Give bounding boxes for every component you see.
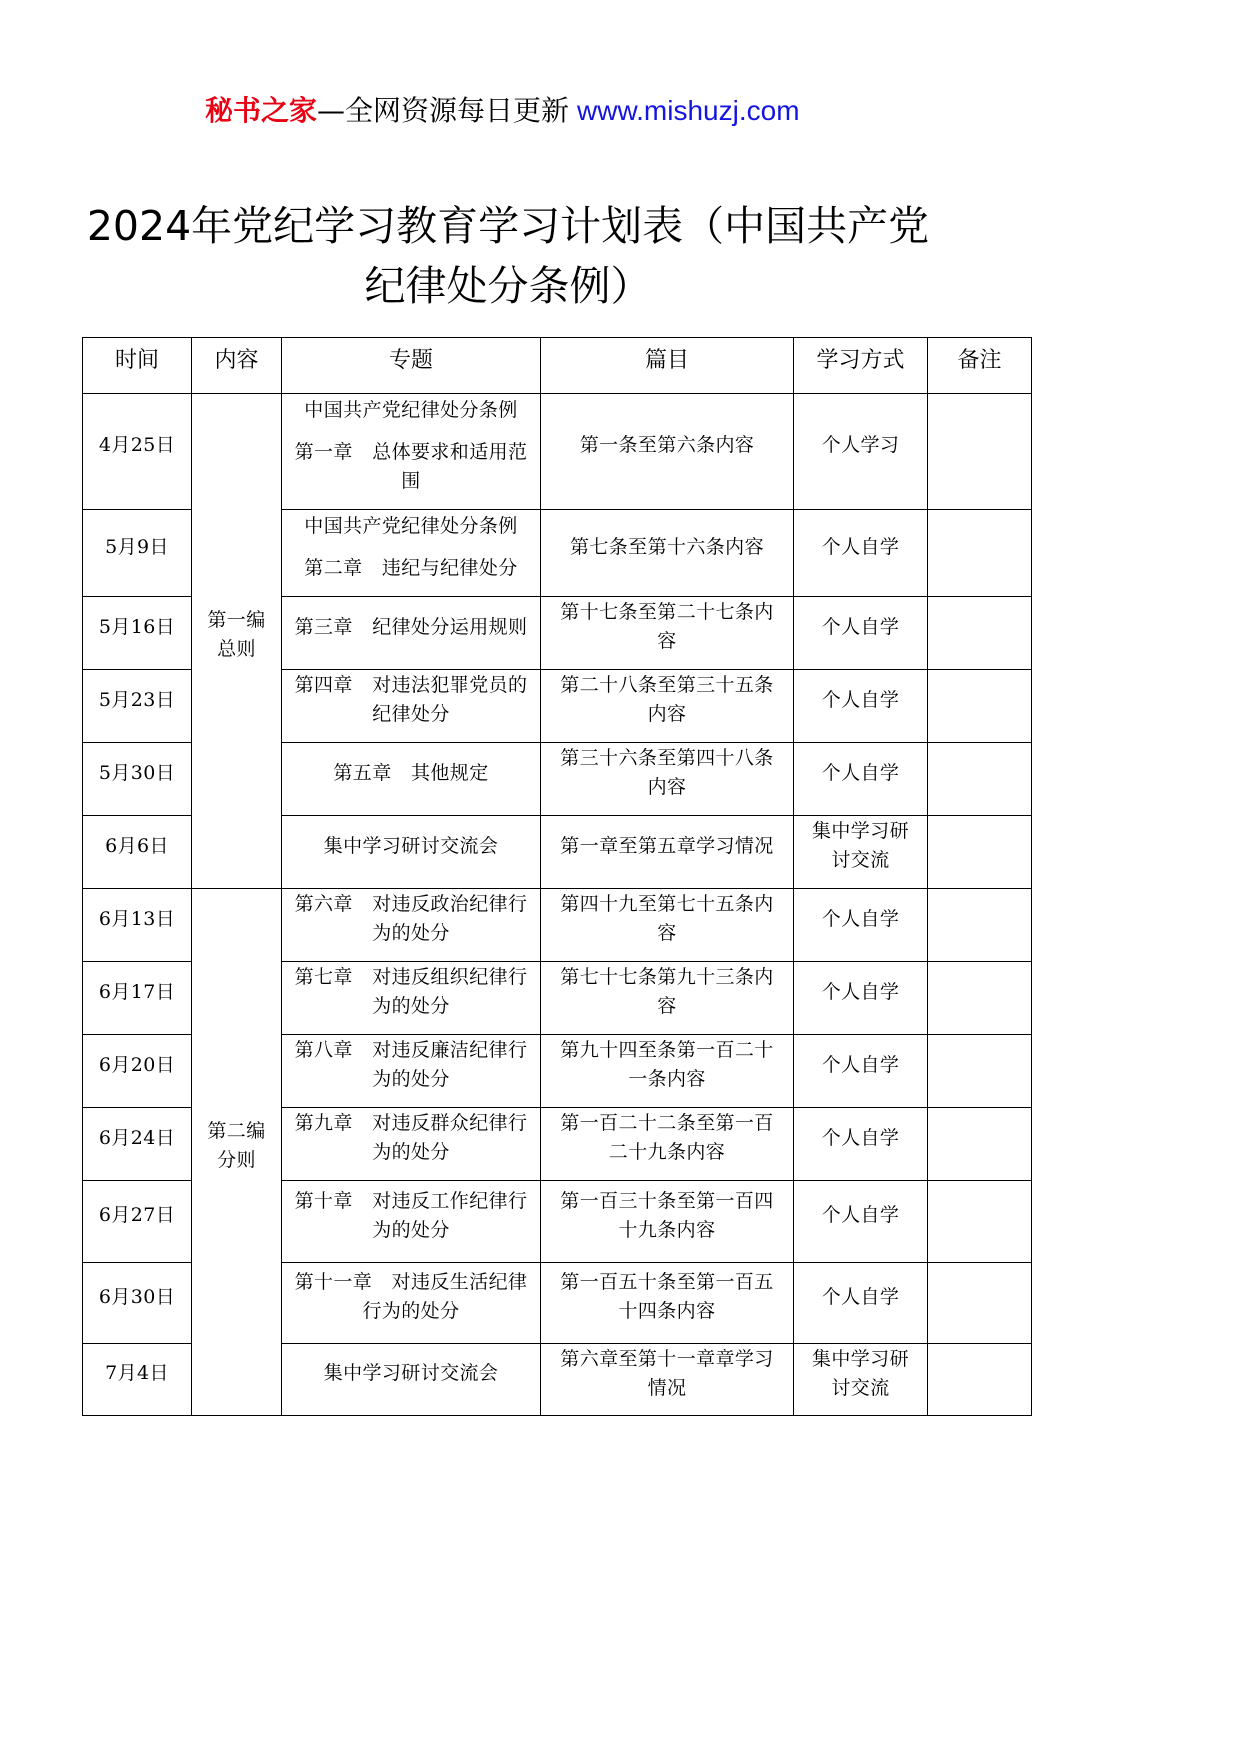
method-cell: 个人自学 [794, 1035, 928, 1108]
section-label-line: 第一编 [207, 609, 266, 631]
topic-cell [282, 962, 541, 1035]
note-cell [928, 1108, 1032, 1181]
articles-cell: 第一百三十条至第一百四十九条内容 [541, 1181, 794, 1263]
topic-text: 第九章 对违反群众纪律行为的处分 [294, 1112, 528, 1163]
method-cell: 个人自学 [794, 1181, 928, 1263]
date-cell: 6月6日 [83, 816, 192, 889]
date-cell: 5月30日 [83, 743, 192, 816]
header-note: 备注 [928, 338, 1032, 394]
date-cell: 6月27日 [83, 1181, 192, 1263]
section-cell-part-one [192, 394, 282, 889]
method-cell: 集中学习研讨交流 [794, 1344, 928, 1416]
title-line-2: 纪律处分条例） [364, 262, 652, 310]
date-cell: 6月24日 [83, 1108, 192, 1181]
method-cell: 个人自学 [794, 962, 928, 1035]
method-cell: 个人自学 [794, 1108, 928, 1181]
topic-cell [282, 1263, 541, 1344]
date-cell: 5月23日 [83, 670, 192, 743]
articles-cell: 第九十四至条第一百二十一条内容 [541, 1035, 794, 1108]
section-label-line: 分则 [217, 1149, 256, 1171]
topic-cell [282, 394, 541, 510]
topic-text: 集中学习研讨交流会 [323, 834, 499, 857]
topic-cell [282, 1035, 541, 1108]
method-cell: 个人自学 [794, 1263, 928, 1344]
method-cell: 个人学习 [794, 394, 928, 510]
header-content: 内容 [192, 338, 282, 394]
method-cell: 个人自学 [794, 510, 928, 597]
method-cell: 个人自学 [794, 597, 928, 670]
note-cell [928, 1035, 1032, 1108]
section-label-line: 总则 [217, 638, 256, 660]
title-line-1: 2024年党纪学习教育学习计划表（中国共产党 [86, 202, 930, 250]
topic-cell [282, 816, 541, 889]
table-row [83, 394, 1032, 510]
topic-text: 中国共产党纪律处分条例 [304, 398, 518, 421]
articles-cell: 第二十八条至第三十五条内容 [541, 670, 794, 743]
topic-text: 第六章 对违反政治纪律行为的处分 [294, 893, 528, 944]
date-cell: 6月20日 [83, 1035, 192, 1108]
articles-cell: 第三十六条至第四十八条内容 [541, 743, 794, 816]
topic-text: 第二章 违纪与纪律处分 [304, 556, 518, 579]
articles-cell: 第四十九至第七十五条内容 [541, 889, 794, 962]
articles-cell: 第一章至第五章学习情况 [541, 816, 794, 889]
site-url-link[interactable]: www.mishuzj.com [577, 95, 800, 126]
header-topic: 专题 [282, 338, 541, 394]
header-row [83, 338, 1032, 394]
topic-text: 集中学习研讨交流会 [323, 1362, 499, 1384]
topic-cell [282, 889, 541, 962]
note-cell [928, 510, 1032, 597]
topic-cell [282, 1181, 541, 1263]
topic-cell [282, 597, 541, 670]
study-plan-table [82, 337, 1032, 1416]
topic-text: 第三章 纪律处分运用规则 [294, 615, 528, 638]
section-cell-part-two [192, 889, 282, 1416]
header-method: 学习方式 [794, 338, 928, 394]
date-cell: 5月16日 [83, 597, 192, 670]
topic-text: 第八章 对违反廉洁纪律行为的处分 [294, 1039, 528, 1090]
brand-name: 秘书之家 [205, 94, 318, 127]
header-articles: 篇目 [541, 338, 794, 394]
note-cell [928, 962, 1032, 1035]
note-cell [928, 394, 1032, 510]
topic-cell [282, 670, 541, 743]
method-cell: 个人自学 [794, 889, 928, 962]
topic-cell [282, 1344, 541, 1416]
articles-cell: 第六章至第十一章章学习情况 [541, 1344, 794, 1416]
date-cell: 5月9日 [83, 510, 192, 597]
topic-text: 第十一章 对违反生活纪律行为的处分 [294, 1271, 528, 1322]
note-cell [928, 597, 1032, 670]
topic-text: 第五章 其他规定 [333, 761, 489, 784]
topic-text: 第七章 对违反组织纪律行为的处分 [294, 966, 528, 1017]
note-cell [928, 1263, 1032, 1344]
topic-text: 第一章 总体要求和适用范围 [294, 440, 528, 492]
section-label-line: 第二编 [207, 1120, 266, 1142]
note-cell [928, 1181, 1032, 1263]
note-cell [928, 743, 1032, 816]
note-cell [928, 1344, 1032, 1416]
topic-text: 中国共产党纪律处分条例 [304, 514, 518, 537]
method-cell: 集中学习研讨交流 [794, 816, 928, 889]
date-cell: 6月17日 [83, 962, 192, 1035]
table-row [83, 889, 1032, 962]
method-cell: 个人自学 [794, 670, 928, 743]
articles-cell: 第七条至第十六条内容 [541, 510, 794, 597]
date-cell: 4月25日 [83, 394, 192, 510]
note-cell [928, 816, 1032, 889]
document-title [60, 196, 956, 316]
articles-cell: 第一百二十二条至第一百二十九条内容 [541, 1108, 794, 1181]
topic-text: 第四章 对违法犯罪党员的纪律处分 [294, 674, 528, 725]
header-time: 时间 [83, 338, 192, 394]
date-cell: 7月4日 [83, 1344, 192, 1416]
method-cell: 个人自学 [794, 743, 928, 816]
topic-cell [282, 743, 541, 816]
banner-tagline: —全网资源每日更新 [317, 94, 570, 127]
articles-cell: 第七十七条第九十三条内容 [541, 962, 794, 1035]
topic-cell [282, 1108, 541, 1181]
topic-text: 第十章 对违反工作纪律行为的处分 [294, 1189, 528, 1241]
date-cell: 6月30日 [83, 1263, 192, 1344]
articles-cell: 第一百五十条至第一百五十四条内容 [541, 1263, 794, 1344]
articles-cell: 第十七条至第二十七条内容 [541, 597, 794, 670]
note-cell [928, 889, 1032, 962]
site-banner [205, 93, 800, 129]
date-cell: 6月13日 [83, 889, 192, 962]
articles-cell: 第一条至第六条内容 [541, 394, 794, 510]
topic-cell [282, 510, 541, 597]
note-cell [928, 670, 1032, 743]
